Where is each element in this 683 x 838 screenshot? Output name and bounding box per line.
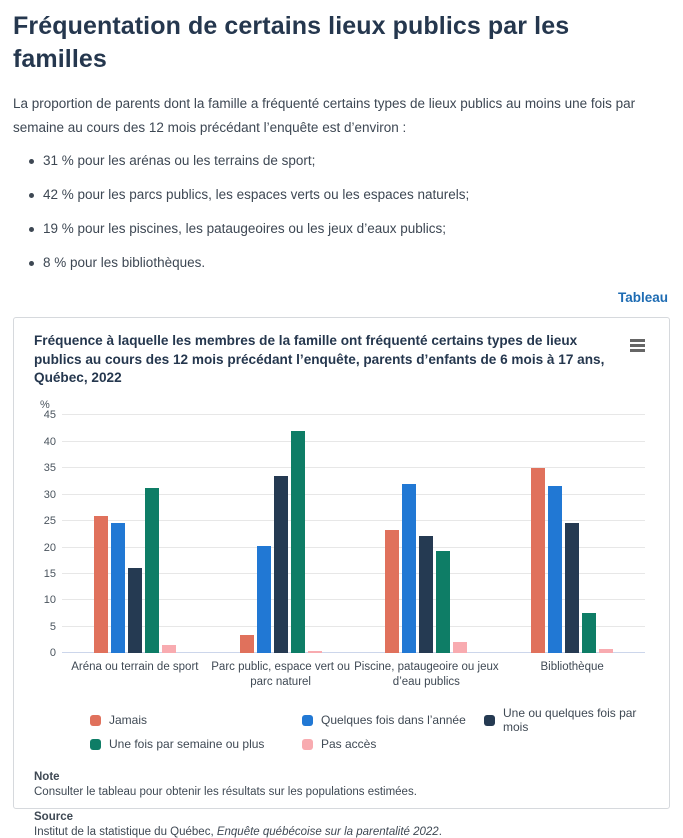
note-heading: Note [34,771,60,784]
bar[interactable] [599,649,613,653]
y-tick-label: 5 [49,620,56,633]
plot-wrap [43,409,645,660]
bar[interactable] [531,468,545,654]
key-point-item: 31 % pour les arénas ou les terrains de sport; [43,153,670,168]
bar[interactable] [257,546,271,653]
legend-item[interactable] [90,706,302,734]
chart-footnotes [34,771,649,838]
y-tick-label: 45 [43,409,56,422]
bar[interactable] [128,568,142,654]
legend-marker-icon [484,715,495,726]
y-tick-label: 0 [49,647,56,660]
bar-group [240,415,322,653]
chart-title: Fréquence à laquelle les membres de la famille ont fréquenté certains types de lieux publics au cours des 12 mois précédant l’enquête, parents d’enfants de 6 mois à 17 ans, Québec, 2022 [34,333,605,385]
legend-item[interactable] [302,737,484,751]
tableau-link[interactable]: Tableau [617,290,668,306]
y-tick-label: 30 [43,488,56,501]
chart-header [34,332,649,387]
legend-marker-icon [302,739,313,750]
legend-label: Pas accès [321,737,377,752]
y-axis-unit-label: % [40,399,50,412]
legend-marker-icon [90,715,101,726]
legend-label: Jamais [109,713,148,728]
legend-label: Quelques fois dans l’année [321,713,466,728]
chart-legend [90,706,649,751]
bar[interactable] [453,642,467,653]
x-axis-labels [62,660,645,690]
bar[interactable] [162,645,176,653]
bar[interactable] [565,523,579,653]
source-text: Institut de la statistique du Québec, Enquête québécoise sur la parentalité 2022. [34,826,442,838]
key-point-item: 42 % pour les parcs publics, les espaces verts ou les espaces naturels; [43,187,670,202]
chart-card [13,317,670,838]
note-text: Consulter le tableau pour obtenir les résultats sur les populations estimées. [34,786,417,799]
key-point-item: 8 % pour les bibliothèques. [43,255,670,270]
bar[interactable] [548,486,562,653]
x-category-label: Parc public, espace vert ou parc naturel [211,661,350,689]
y-tick-label: 15 [43,567,56,580]
bar-group [531,415,613,653]
bar[interactable] [419,536,433,653]
key-point-item: 19 % pour les piscines, les pataugeoires ou les jeux d’eaux publics; [43,221,670,236]
legend-item[interactable] [302,706,484,734]
intro-paragraph: La proportion de parents dont la famille a fréquenté certains types de lieux publics au moins une fois par semaine au cours des 12 mois précédant l’enquête est d’environ : [13,96,636,135]
bar[interactable] [274,476,288,654]
bar[interactable] [582,613,596,654]
bar-groups [62,415,645,653]
tableau-row [13,289,668,307]
bar-group [94,415,176,653]
bar[interactable] [145,488,159,653]
x-category-label: Bibliothèque [540,661,604,674]
legend-label: Une fois par semaine ou plus [109,737,265,752]
hamburger-menu-icon[interactable] [625,334,649,356]
page-title: Fréquentation de certains lieux publics par les familles [13,12,570,73]
legend-item[interactable] [484,706,649,734]
y-tick-label: 25 [43,515,56,528]
bar[interactable] [240,635,254,654]
bar[interactable] [111,523,125,654]
bar[interactable] [385,530,399,654]
bar[interactable] [436,551,450,653]
bar[interactable] [402,484,416,654]
x-category-label: Piscine, pataugeoire ou jeux d’eau publics [354,661,499,689]
bar-group [385,415,467,653]
legend-label: Une ou quelques fois par mois [503,706,637,735]
y-tick-label: 20 [43,541,56,554]
legend-item[interactable] [90,737,302,751]
y-tick-label: 35 [43,462,56,475]
plot-area [43,409,645,660]
y-tick-label: 10 [43,594,56,607]
bar[interactable] [291,431,305,653]
key-points-list [43,153,670,270]
x-category-label: Aréna ou terrain de sport [71,661,199,674]
bar[interactable] [94,516,108,653]
legend-marker-icon [90,739,101,750]
y-tick-label: 40 [43,435,56,448]
source-heading: Source [34,811,73,824]
legend-marker-icon [302,715,313,726]
bar[interactable] [308,651,322,653]
